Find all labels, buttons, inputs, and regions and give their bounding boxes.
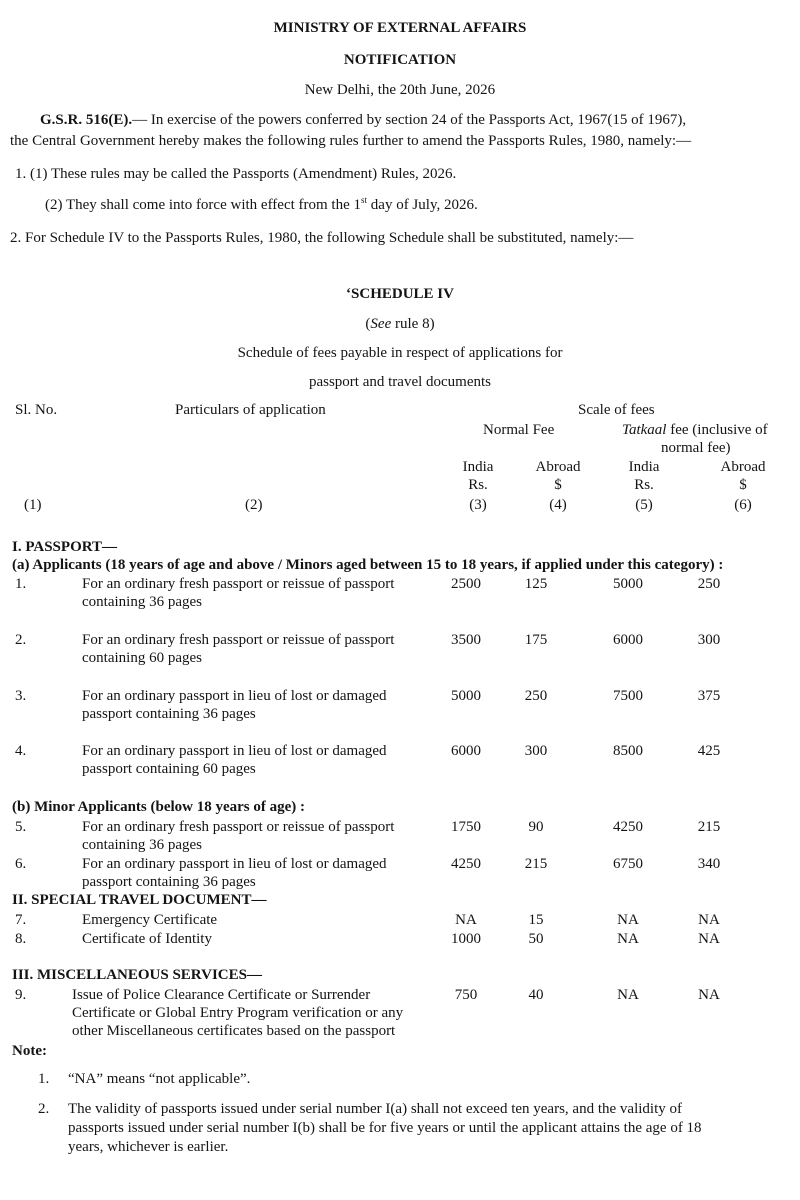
preamble-text: — In exercise of the powers conferred by section 24 of the Passports Act, 1967(15 of 1967), [132,112,687,128]
row-particulars-line-2: containing 60 pages [82,650,202,666]
note-heading: Note: [12,1043,47,1059]
col-num-6: (6) [734,497,752,513]
row-serial-number: 8. [15,931,27,947]
header-dollar-normal: $ [554,477,562,493]
row-fee-abroad-normal: 15 [528,912,544,928]
row-particulars-line-3: other Miscellaneous certificates based on the passport [72,1023,396,1039]
row-fee-abroad-normal: 215 [524,856,548,872]
header-dollar-tatkaal: $ [739,477,747,493]
section-passport-sub-a: (a) Applicants (18 years of age and above / Minors aged between 15 to 18 years, if applied under this category) : [12,557,724,573]
row-fee-abroad-tatkaal: 215 [697,819,721,835]
row-fee-abroad-normal: 175 [524,632,548,648]
row-fee-abroad-tatkaal: NA [698,987,720,1003]
row-particulars-line-2: passport containing 60 pages [82,761,256,777]
row-particulars-line-2: passport containing 36 pages [82,874,256,890]
header-abroad-tatkaal: Abroad [720,459,766,475]
row-fee-india-normal: 1000 [451,931,481,947]
row-fee-abroad-tatkaal: 300 [697,632,721,648]
header-sl-no: Sl. No. [15,402,58,418]
note-2-line-1: The validity of passports issued under serial number I(a) shall not exceed ten years, and the validity of [68,1101,682,1117]
see-italic: See [370,316,392,332]
row-fee-abroad-tatkaal: 375 [697,688,721,704]
col-num-3: (3) [469,497,487,513]
header-tatkaal-fee [622,422,768,440]
row-fee-abroad-tatkaal: 250 [697,576,721,592]
rule-1-2 [45,197,478,215]
row-fee-abroad-normal: 50 [528,931,544,947]
row-serial-number: 9. [15,987,27,1003]
row-particulars-line-1: For an ordinary passport in lieu of lost or damaged [82,743,387,759]
row-fee-india-normal: 2500 [451,576,481,592]
row-fee-abroad-normal: 300 [524,743,548,759]
row-particulars-line-1: For an ordinary fresh passport or reissue of passport [82,576,395,592]
col-num-1: (1) [24,497,42,513]
row-fee-abroad-normal: 90 [528,819,544,835]
note-1-text: “NA” means “not applicable”. [68,1071,251,1087]
tatkaal-rest: fee (inclusive of [666,422,768,438]
row-fee-india-tatkaal: 7500 [613,688,643,704]
ordinal-suffix: st [361,195,368,205]
row-serial-number: 7. [15,912,27,928]
row-particulars-line-1: Issue of Police Clearance Certificate or Surrender [72,987,371,1003]
gsr-number: G.S.R. 516(E). [40,112,133,128]
note-1-number: 1. [38,1071,50,1087]
header-rs-tatkaal: Rs. [634,477,654,493]
row-fee-india-tatkaal: 5000 [613,576,643,592]
header-particulars: Particulars of application [175,402,326,418]
row-fee-india-tatkaal: 4250 [613,819,643,835]
header-scale-of-fees: Scale of fees [578,402,655,418]
notification-heading: NOTIFICATION [343,52,457,68]
schedule-description-1: Schedule of fees payable in respect of applications for [237,345,563,361]
preamble-line-1 [40,112,686,130]
header-tatkaal-fee-2: normal fee) [661,440,731,456]
row-fee-abroad-normal: 40 [528,987,544,1003]
row-fee-india-tatkaal: NA [617,987,639,1003]
row-fee-abroad-normal: 125 [524,576,548,592]
row-serial-number: 6. [15,856,27,872]
row-fee-abroad-tatkaal: NA [698,931,720,947]
row-particulars-line-1: For an ordinary fresh passport or reissue of passport [82,819,395,835]
row-fee-india-tatkaal: NA [617,931,639,947]
row-fee-india-normal: 1750 [451,819,481,835]
rule-1-1: 1. (1) These rules may be called the Passports (Amendment) Rules, 2026. [15,166,457,182]
row-particulars-line-2: Certificate or Global Entry Program verification or any [72,1005,404,1021]
preamble-line-2: the Central Government hereby makes the following rules further to amend the Passports Rules, 1980, namely:— [10,133,692,149]
section-special-travel: II. SPECIAL TRAVEL DOCUMENT— [12,892,267,908]
header-india-normal: India [462,459,494,475]
row-particulars-line-1: For an ordinary passport in lieu of lost or damaged [82,856,387,872]
col-num-4: (4) [549,497,567,513]
header-abroad-normal: Abroad [535,459,581,475]
row-serial-number: 2. [15,632,27,648]
row-fee-abroad-normal: 250 [524,688,548,704]
col-num-5: (5) [635,497,653,513]
row-fee-india-normal: 4250 [451,856,481,872]
schedule-title: ‘SCHEDULE IV [346,286,454,302]
row-fee-abroad-tatkaal: 340 [697,856,721,872]
row-fee-india-tatkaal: 6750 [613,856,643,872]
row-fee-india-normal: NA [455,912,477,928]
paren-open: ( [365,316,371,332]
row-fee-abroad-tatkaal: NA [698,912,720,928]
rule-ref: rule 8) [391,316,435,332]
tatkaal-italic: Tatkaal [622,422,667,438]
row-particulars-line-1: Emergency Certificate [82,912,218,928]
row-fee-india-normal: 750 [454,987,478,1003]
note-2-line-3: years, whichever is earlier. [68,1139,229,1155]
rule-1-2-text-end: day of July, 2026. [367,197,478,213]
note-2-number: 2. [38,1101,50,1117]
row-serial-number: 3. [15,688,27,704]
row-particulars-line-1: For an ordinary fresh passport or reissue of passport [82,632,395,648]
header-normal-fee: Normal Fee [483,422,555,438]
rule-2: 2. For Schedule IV to the Passports Rules, 1980, the following Schedule shall be substituted, namely:— [10,230,634,246]
note-2-line-2: passports issued under serial number I(b) shall be for five years or until the applicant attains the age of 18 [68,1120,702,1136]
row-serial-number: 1. [15,576,27,592]
place-date: New Delhi, the 20th June, 2026 [304,82,496,98]
row-fee-india-tatkaal: NA [617,912,639,928]
section-misc-services: III. MISCELLANEOUS SERVICES— [12,967,262,983]
row-particulars-line-1: For an ordinary passport in lieu of lost or damaged [82,688,387,704]
row-particulars-line-2: containing 36 pages [82,837,202,853]
row-fee-abroad-tatkaal: 425 [697,743,721,759]
schedule-reference [0,316,800,334]
row-particulars-line-2: containing 36 pages [82,594,202,610]
schedule-description-2: passport and travel documents [308,374,492,390]
col-num-2: (2) [245,497,263,513]
row-fee-india-normal: 5000 [451,688,481,704]
row-fee-india-tatkaal: 6000 [613,632,643,648]
rule-1-2-text: (2) They shall come into force with effect from the 1 [45,197,362,213]
header-india-tatkaal: India [628,459,660,475]
row-fee-india-tatkaal: 8500 [613,743,643,759]
row-particulars-line-1: Certificate of Identity [82,931,212,947]
ministry-title: MINISTRY OF EXTERNAL AFFAIRS [273,20,527,36]
row-serial-number: 4. [15,743,27,759]
section-passport: I. PASSPORT— [12,539,118,555]
header-rs-normal: Rs. [468,477,488,493]
section-passport-sub-b: (b) Minor Applicants (below 18 years of age) : [12,799,306,815]
row-fee-india-normal: 6000 [451,743,481,759]
row-serial-number: 5. [15,819,27,835]
row-particulars-line-2: passport containing 36 pages [82,706,256,722]
row-fee-india-normal: 3500 [451,632,481,648]
